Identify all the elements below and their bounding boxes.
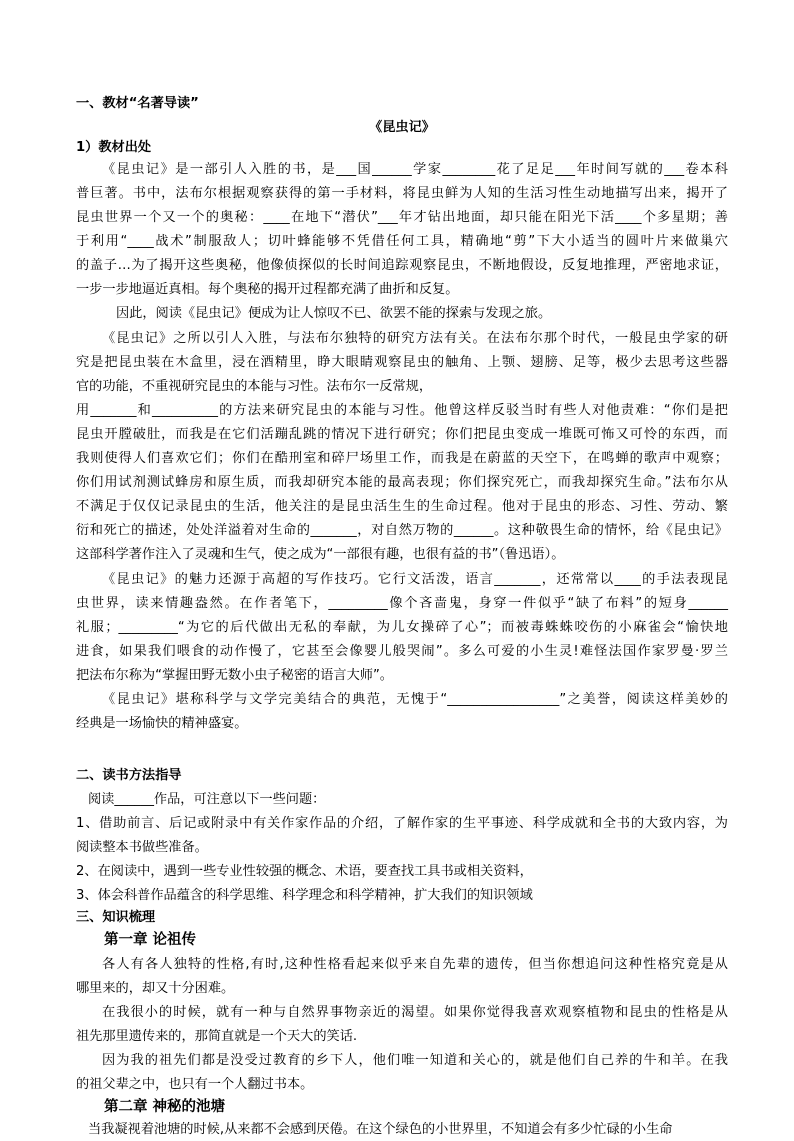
paragraph-5-line: 《昆虫记》堪称科学与文学完美结合的典范，无愧于“_________________”之美誉，阅读这样美妙的 xyxy=(102,692,728,707)
section-2-heading: 二、读书方法指导 xyxy=(76,768,182,783)
paragraph-4-line: 把法布尔称为“掌握田野无数小虫子秘密的语言大师”。 xyxy=(76,668,393,683)
paragraph-3-line: 这部科学著作注入了灵魂和生气，使之成为“一部很有趣，也很有益的书”（鲁迅语）。 xyxy=(76,547,565,562)
paragraph-4-line: 礼服；_________“为它的后代做出无私的奉献，为儿女操碎了心”；而被毒蛛蛛咬伤的小麻雀会“愉快地 xyxy=(76,620,728,635)
paragraph-3-line: 你们用试剂测试蜂房和原生质，而我却研究本能的最高表现；你们探究死亡，而我却探究生命。”法布尔从 xyxy=(76,475,728,490)
paragraph-3-line: 衍和死亡的描述，处处洋溢着对生命的_______，对自然万物的______。这种敬畏生命的情怀，给《昆虫记》 xyxy=(76,523,728,538)
section-3-heading: 三、知识梳理 xyxy=(76,910,156,925)
method-item: 阅读整本书做些准备。 xyxy=(76,840,208,855)
paragraph-1-line: 的盖子…为了揭开这些奥秘，他像侦探似的长时间追踪观察昆虫，不断地假设，反复地推理，严密地求证， xyxy=(76,258,728,273)
paragraph-3-line: 我则使得人们喜欢它们；你们在酷刑室和碎尸场里工作，而我是在蔚蓝的天空下，在鸣蝉的歌声中观察； xyxy=(76,451,728,466)
section-2-intro: 阅读______作品，可注意以下一些问题： xyxy=(88,792,326,807)
paragraph-3-line: 用_______和__________的方法来研究昆虫的本能与习性。他曾这样反驳当时有些人对他责难：“你们是把 xyxy=(76,403,728,418)
chapter-1-line: 祖先那里遗传来的，那简直就是一个天大的笑话. xyxy=(76,1029,358,1044)
chapter-1-line: 哪里来的，却又十分困难。 xyxy=(76,981,235,996)
paragraph-1-line: 于利用“____战术”制服敌人；切叶蜂能够不凭借任何工具，精确地“剪”下大小适当的圆叶片来做巢穴 xyxy=(76,234,728,249)
paragraph-1-line: 一步一步地逼近真相。每个奥秘的揭开过程都充满了曲折和反复。 xyxy=(76,282,459,297)
chapter-2-title: 第二章 神秘的池塘 xyxy=(104,1099,226,1115)
chapter-2-line: 当我凝视着池塘的时候,从来都不会感到厌倦。在这个绿色的小世界里，不知道会有多少忙碌的小生命 xyxy=(88,1122,673,1137)
chapter-1-title: 第一章 论祖传 xyxy=(104,932,197,948)
paragraph-2: 因此，阅读《昆虫记》便成为让人惊叹不已、欲罢不能的探索与发现之旅。 xyxy=(116,306,552,321)
method-item: 1、借助前言、后记或附录中有关作家作品的介绍，了解作家的生平事迹、科学成就和全书的大致内容，为 xyxy=(76,816,728,831)
chapter-1-line: 的祖父辈之中，也只有一个人翻过书本。 xyxy=(76,1077,314,1092)
paragraph-1-line: 昆虫世界一个又一个的奥秘：____在地下“潜伏”___年才钻出地面，却只能在阳光下活____个多星期；善 xyxy=(76,210,728,225)
paragraph-1-line: 普巨著。书中，法布尔根据观察获得的第一手材料，将昆虫鲜为人知的生活习性生动地描写出来，揭开了 xyxy=(76,186,728,201)
method-item: 2、在阅读中，遇到一些专业性较强的概念、术语，要查找工具书或相关资料， xyxy=(76,864,533,879)
paragraph-4-line: 虫世界，读来情趣盎然。在作者笔下，_________像个吝啬鬼，身穿一件似乎“缺了布料”的短身______ xyxy=(76,596,728,611)
paragraph-1-line: 《昆虫记》是一部引人入胜的书，是___国______学家________花了足足___年时间写就的___卷本科 xyxy=(102,162,728,177)
paragraph-4-line: 《昆虫记》的魅力还源于高超的写作技巧。它行文活泼，语言_______，还常常以____的手法表现昆 xyxy=(102,572,728,587)
section-1-heading: 一、教材“名著导读” xyxy=(76,96,199,111)
subsection-1-heading: 1）教材出处 xyxy=(76,140,152,155)
paragraph-3-line: 究是把昆虫装在木盒里，浸在酒精里，睁大眼睛观察昆虫的触角、上颚、翅膀、足等，极少去思考这些器 xyxy=(76,355,728,370)
chapter-1-line: 在我很小的时候，就有一种与自然界事物亲近的渴望。如果你觉得我喜欢观察植物和昆虫的性格是从 xyxy=(102,1005,728,1020)
paragraph-5-line: 经典是一场愉快的精神盛宴。 xyxy=(76,716,248,731)
chapter-1-line: 各人有各人独特的性格,有时,这种性格看起来似乎来自先辈的遗传，但当你想追问这种性格究竟是从 xyxy=(102,957,728,972)
book-title: 《昆虫记》 xyxy=(369,120,435,135)
paragraph-3-line: 《昆虫记》之所以引人入胜，与法布尔独特的研究方法有关。在法布尔那个时代，一般昆虫学家的研 xyxy=(102,331,728,346)
method-item: 3、体会科普作品蕴含的科学思维、科学理念和科学精神，扩大我们的知识领域 xyxy=(76,888,533,903)
paragraph-3-line: 官的功能，不重视研究昆虫的本能与习性。法布尔一反常规， xyxy=(76,379,433,394)
paragraph-3-line: 昆虫开膛破肚，而我是在它们活蹦乱跳的情况下进行研究；你们把昆虫变成一堆既可怖又可怜的东西，而 xyxy=(76,427,728,442)
chapter-1-line: 因为我的祖先们都是没受过教育的乡下人，他们唯一知道和关心的，就是他们自己养的牛和羊。在我 xyxy=(102,1053,728,1068)
paragraph-4-line: 进食，如果我们喂食的动作慢了，它甚至会像婴儿般哭闹”。多么可爱的小生灵!难怪法国作家罗曼·罗兰 xyxy=(76,644,728,659)
paragraph-3-line: 不满足于仅仅记录昆虫的生活，他关注的是昆虫活生生的生命过程。他对于昆虫的形态、习性、劳动、繁 xyxy=(76,499,728,514)
